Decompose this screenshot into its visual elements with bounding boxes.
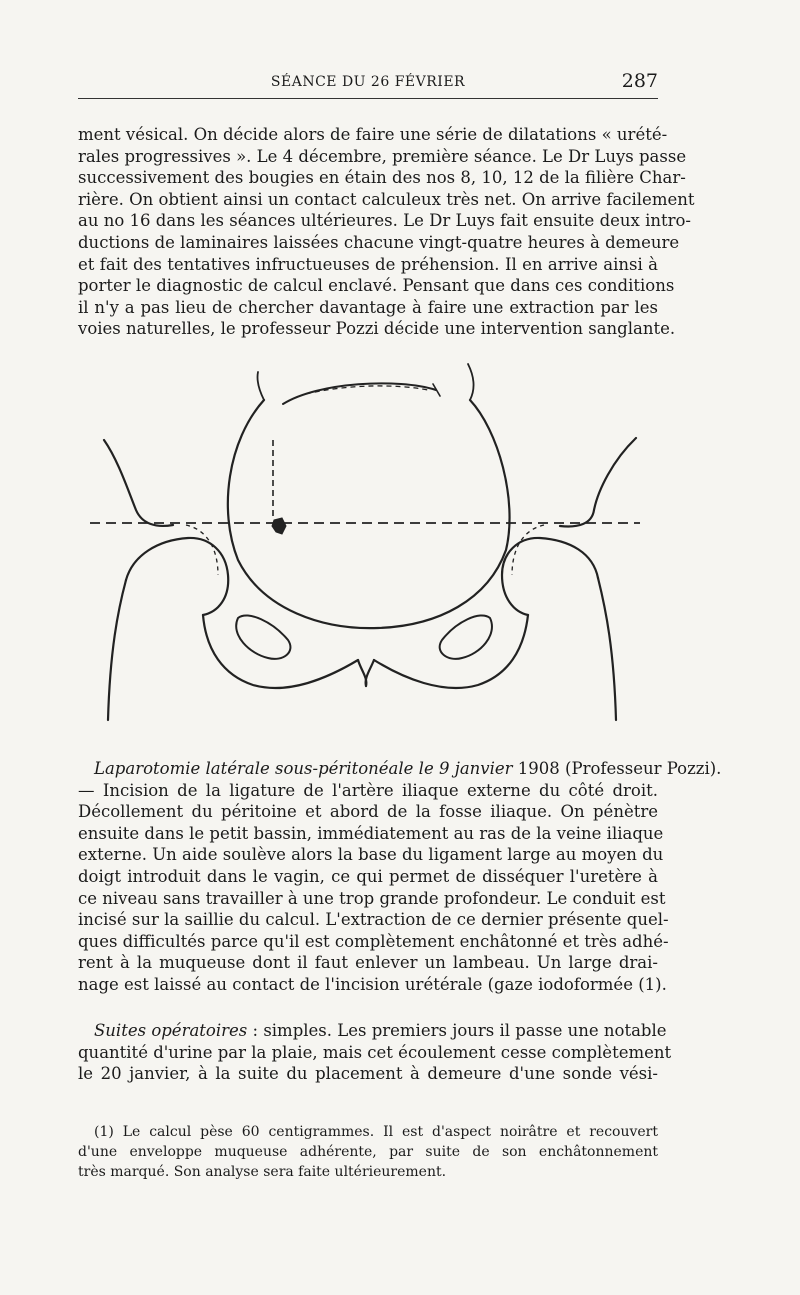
running-title: SÉANCE DU 26 FÉVRIER [270, 74, 466, 90]
text-line: et fait des tentatives infructueuses de préhension. Il en arrive ainsi à [78, 254, 658, 274]
text-line: — Incision de la ligature de l'artère iliaque externe du côté droit. [78, 780, 658, 800]
text-line: porter le diagnostic de calcul enclavé. Pensant que dans ces conditions [78, 276, 675, 296]
text-line: il n'y a pas lieu de chercher davantage à faire une extraction par les [78, 297, 658, 317]
figure-caption [78, 758, 722, 780]
caption-roman: 1908 (Professeur Pozzi). [512, 759, 722, 778]
text-line: nage est laissé au contact de l'incision urétérale (gaze iodoformée (1). [78, 974, 667, 994]
text-line: ductions de laminaires laissées chacune vingt-quatre heures à demeure [78, 232, 680, 252]
footnote-line: (1) Le calcul pèse 60 centigrammes. Il est d'aspect noirâtre et recouvert [94, 1124, 658, 1140]
text-line: externe. Un aide soulève alors la base du ligament large au moyen du [78, 845, 664, 865]
text-line: successivement des bougies en étain des nos 8, 10, 12 de la filière Char- [78, 168, 686, 188]
text-line: doigt introduit dans le vagin, ce qui permet de disséquer l'uretère à [78, 866, 658, 886]
text-line: rent à la muqueuse dont il faut enlever un lambeau. Un large drai- [78, 953, 658, 973]
paragraph-2 [78, 758, 722, 996]
text-line: voies naturelles, le professeur Pozzi décide une intervention sanglante. [78, 319, 676, 339]
text-line: ques difficultés parce qu'il est complètement enchâtonné et très adhé- [78, 931, 669, 951]
suites-rest: : simples. Les premiers jours il passe une notable [247, 1021, 667, 1040]
caption-italic: Laparotomie latérale sous-péritonéale le 9 janvier [94, 759, 513, 778]
footnote-line: d'une enveloppe muqueuse adhérente, par suite de son enchâtonnement [78, 1144, 658, 1160]
paragraph-1 [78, 124, 695, 340]
text-line: rales progressives ». Le 4 décembre, première séance. Le Dr Luys passe [78, 146, 687, 166]
paragraph-3 [78, 1020, 672, 1085]
running-head [78, 70, 658, 99]
text-line: ce niveau sans travailler à une trop grande profondeur. Le conduit est [78, 888, 666, 908]
pelvis-diagram-svg [78, 360, 642, 740]
text-line: ment vésical. On décide alors de faire une série de dilatations « urété- [78, 125, 668, 144]
footnote-line: très marqué. Son analyse sera faite ultérieurement. [78, 1164, 447, 1180]
text-line: quantité d'urine par la plaie, mais cet écoulement cesse complètement [78, 1042, 672, 1062]
text-line: le 20 janvier, à la suite du placement à demeure d'une sonde vési- [78, 1064, 658, 1084]
text-line: au no 16 dans les séances ultérieures. Le Dr Luys fait ensuite deux intro- [78, 211, 692, 231]
suites-italic: Suites opératoires [94, 1021, 248, 1040]
text-line: Décollement du péritoine et abord de la fosse iliaque. On pénètre [78, 802, 658, 822]
text-line: ensuite dans le petit bassin, immédiatement au ras de la veine iliaque [78, 823, 664, 843]
page-number: 287 [621, 70, 658, 92]
text-line: rière. On obtient ainsi un contact calculeux très net. On arrive facilement [78, 189, 695, 209]
footnote [78, 1122, 658, 1182]
text-line: incisé sur la saillie du calcul. L'extraction de ce dernier présente quel- [78, 910, 669, 930]
text-line [78, 1020, 667, 1042]
pelvis-diagram [78, 360, 642, 740]
